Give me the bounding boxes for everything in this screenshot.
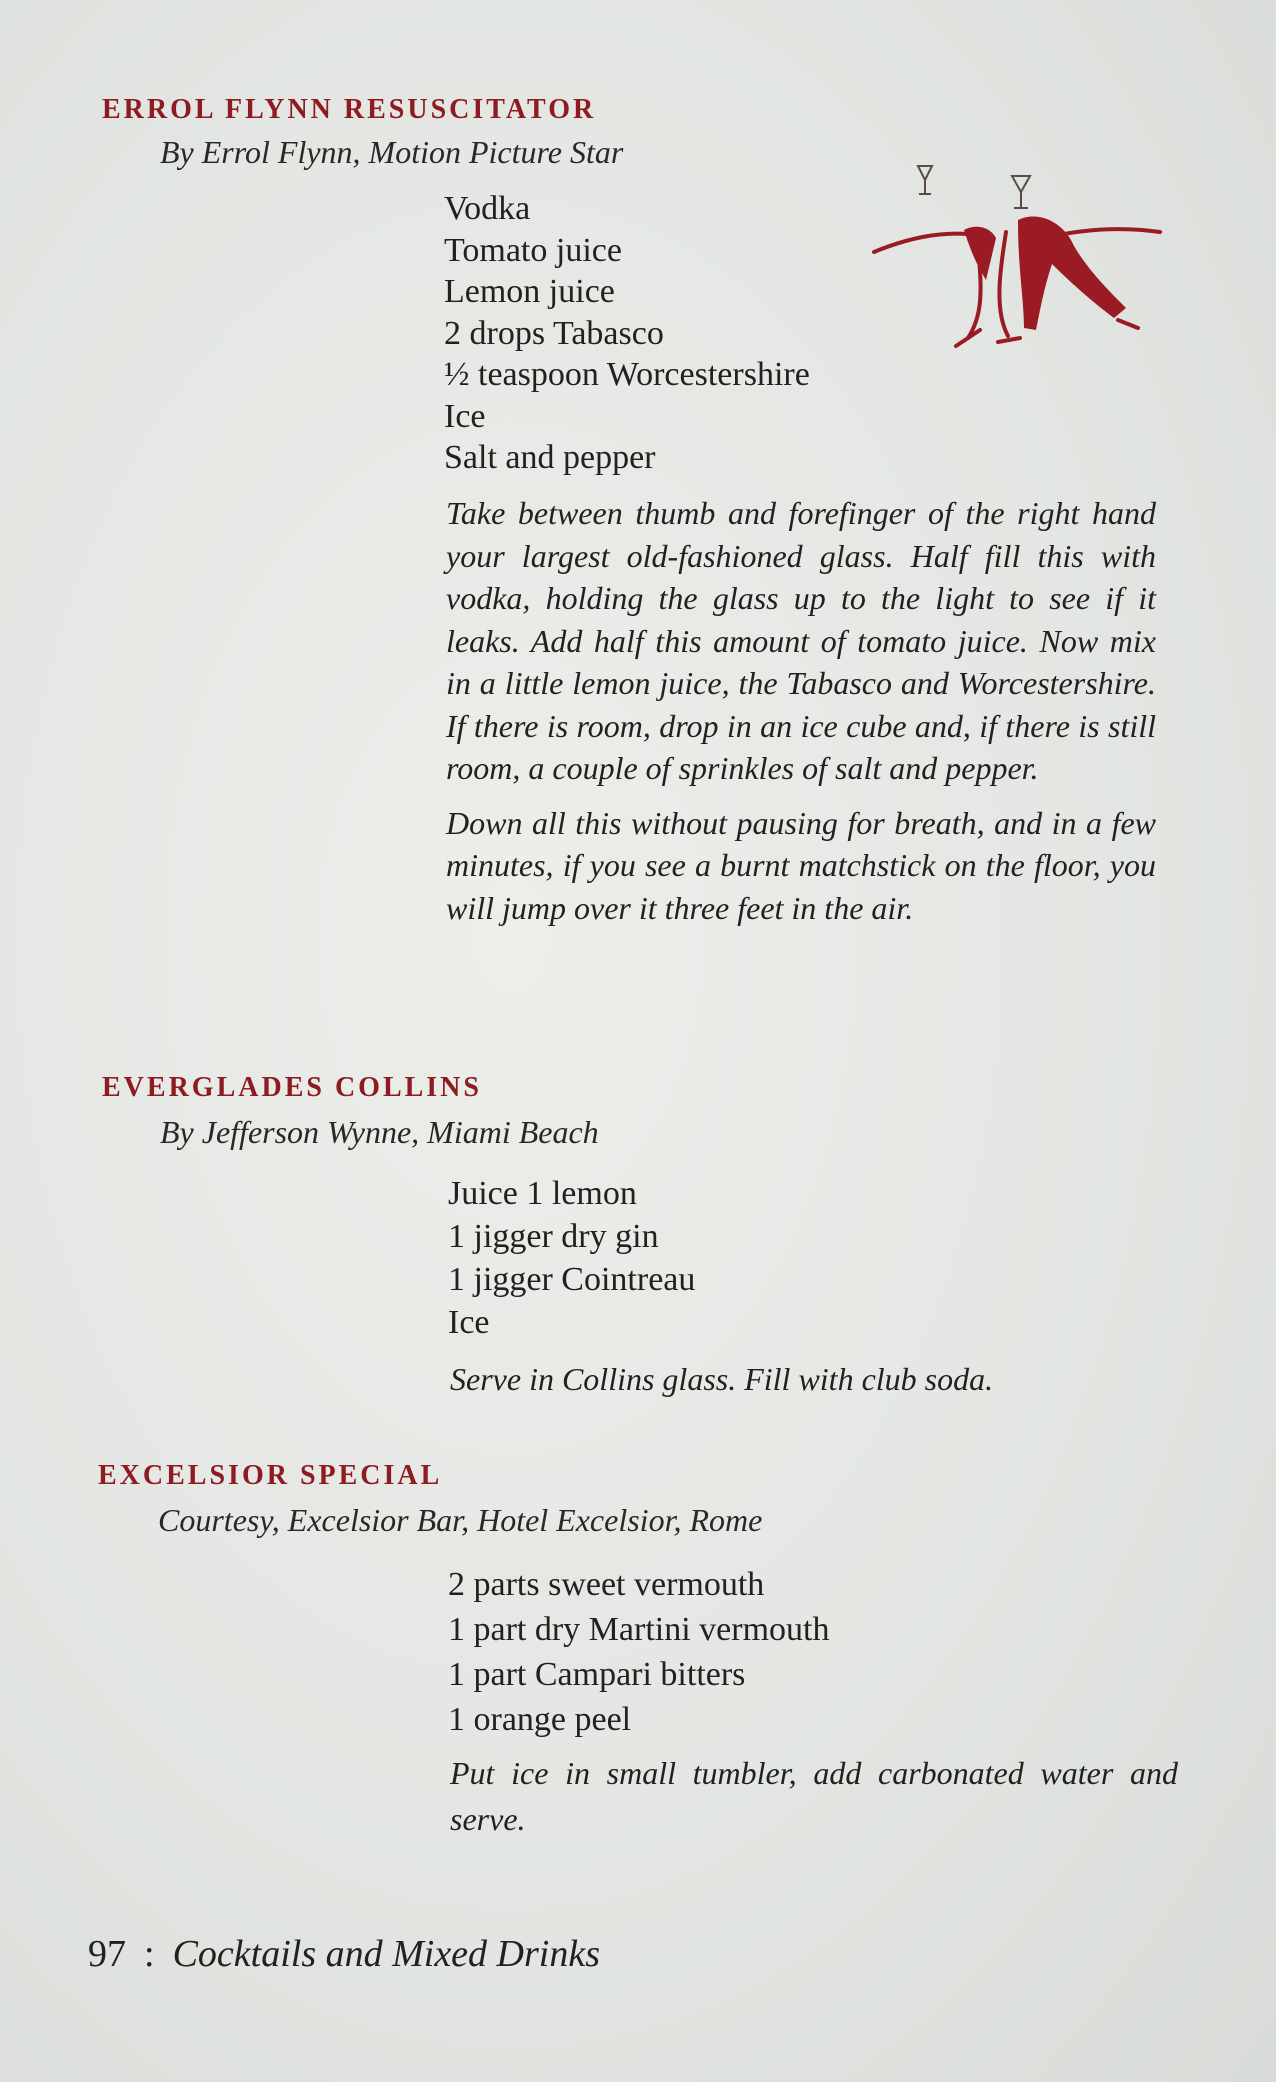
recipe-instructions xyxy=(450,1358,1150,1400)
ingredient-item: Lemon juice xyxy=(444,273,615,310)
ingredient-item: ½ teaspoon Worcestershire xyxy=(444,356,810,393)
ingredient-list xyxy=(444,188,810,479)
foot-stroke xyxy=(1118,320,1138,328)
foot-stroke xyxy=(956,330,980,346)
leg-stroke xyxy=(999,232,1008,336)
instruction-paragraph: Serve in Collins glass. Fill with club soda. xyxy=(450,1361,994,1397)
recipe-title: ERROL FLYNN RESUSCITATOR xyxy=(102,94,597,125)
instruction-paragraph: Put ice in small tumbler, add carbonated water and serve. xyxy=(450,1755,1178,1837)
ingredient-item: Vodka xyxy=(444,190,531,227)
ingredient-item: 1 jigger Cointreau xyxy=(448,1261,696,1298)
recipe-byline: By Errol Flynn, Motion Picture Star xyxy=(160,134,624,170)
ingredient-list xyxy=(448,1562,829,1742)
cocktail-illustration xyxy=(868,160,1168,360)
page-number: 97 xyxy=(88,1933,126,1975)
ingredient-item: 1 part Campari bitters xyxy=(448,1656,746,1693)
recipe-byline: By Jefferson Wynne, Miami Beach xyxy=(160,1114,599,1150)
ingredient-item: Juice 1 lemon xyxy=(448,1175,637,1212)
ingredient-item: 1 part dry Martini vermouth xyxy=(448,1611,830,1648)
ingredient-item: 2 drops Tabasco xyxy=(444,314,664,352)
recipe-title: EXCELSIOR SPECIAL xyxy=(98,1460,443,1491)
ingredient-item: 1 orange peel xyxy=(448,1701,632,1738)
glass-icon xyxy=(1012,176,1030,208)
recipe-byline: Courtesy, Excelsior Bar, Hotel Excelsior, Rome xyxy=(158,1502,763,1538)
ingredient-item: 1 jigger dry gin xyxy=(448,1218,659,1255)
ingredient-item: Tomato juice xyxy=(444,231,622,269)
foot-stroke xyxy=(998,338,1020,342)
footer-separator: : xyxy=(144,1933,155,1975)
instruction-paragraph: Take between thumb and forefinger of the right hand your largest old-fashioned glass. Half fill this with vodka, holding the glass up to the light to see if it leaks. Add half this amount of tomato juice. Now mix in a little lemon juice, the Tabasco and Worcestershire. If there is room, drop in an ice cube and, if there is still room, a couple of sprinkles of salt and pepper. xyxy=(446,495,1156,786)
arm-stroke xyxy=(874,234,968,252)
ingredient-item: Ice xyxy=(448,1304,490,1341)
glass-icon xyxy=(918,166,932,194)
recipe-instructions xyxy=(450,1750,1178,1842)
book-title: Cocktails and Mixed Drinks xyxy=(172,1933,600,1975)
ingredient-item: 2 parts sweet vermouth xyxy=(448,1566,765,1603)
ingredient-item: Salt and pepper xyxy=(444,439,656,476)
recipe-instructions xyxy=(446,492,1156,929)
recipe-title: EVERGLADES COLLINS xyxy=(102,1072,482,1103)
ingredient-item: Ice xyxy=(444,397,486,435)
page-footer xyxy=(88,1932,600,1976)
ingredient-list xyxy=(448,1172,695,1344)
instruction-paragraph: Down all this without pausing for breath, and in a few minutes, if you see a burnt matchstick on the floor, you will jump over it three feet in the air. xyxy=(446,804,1156,926)
